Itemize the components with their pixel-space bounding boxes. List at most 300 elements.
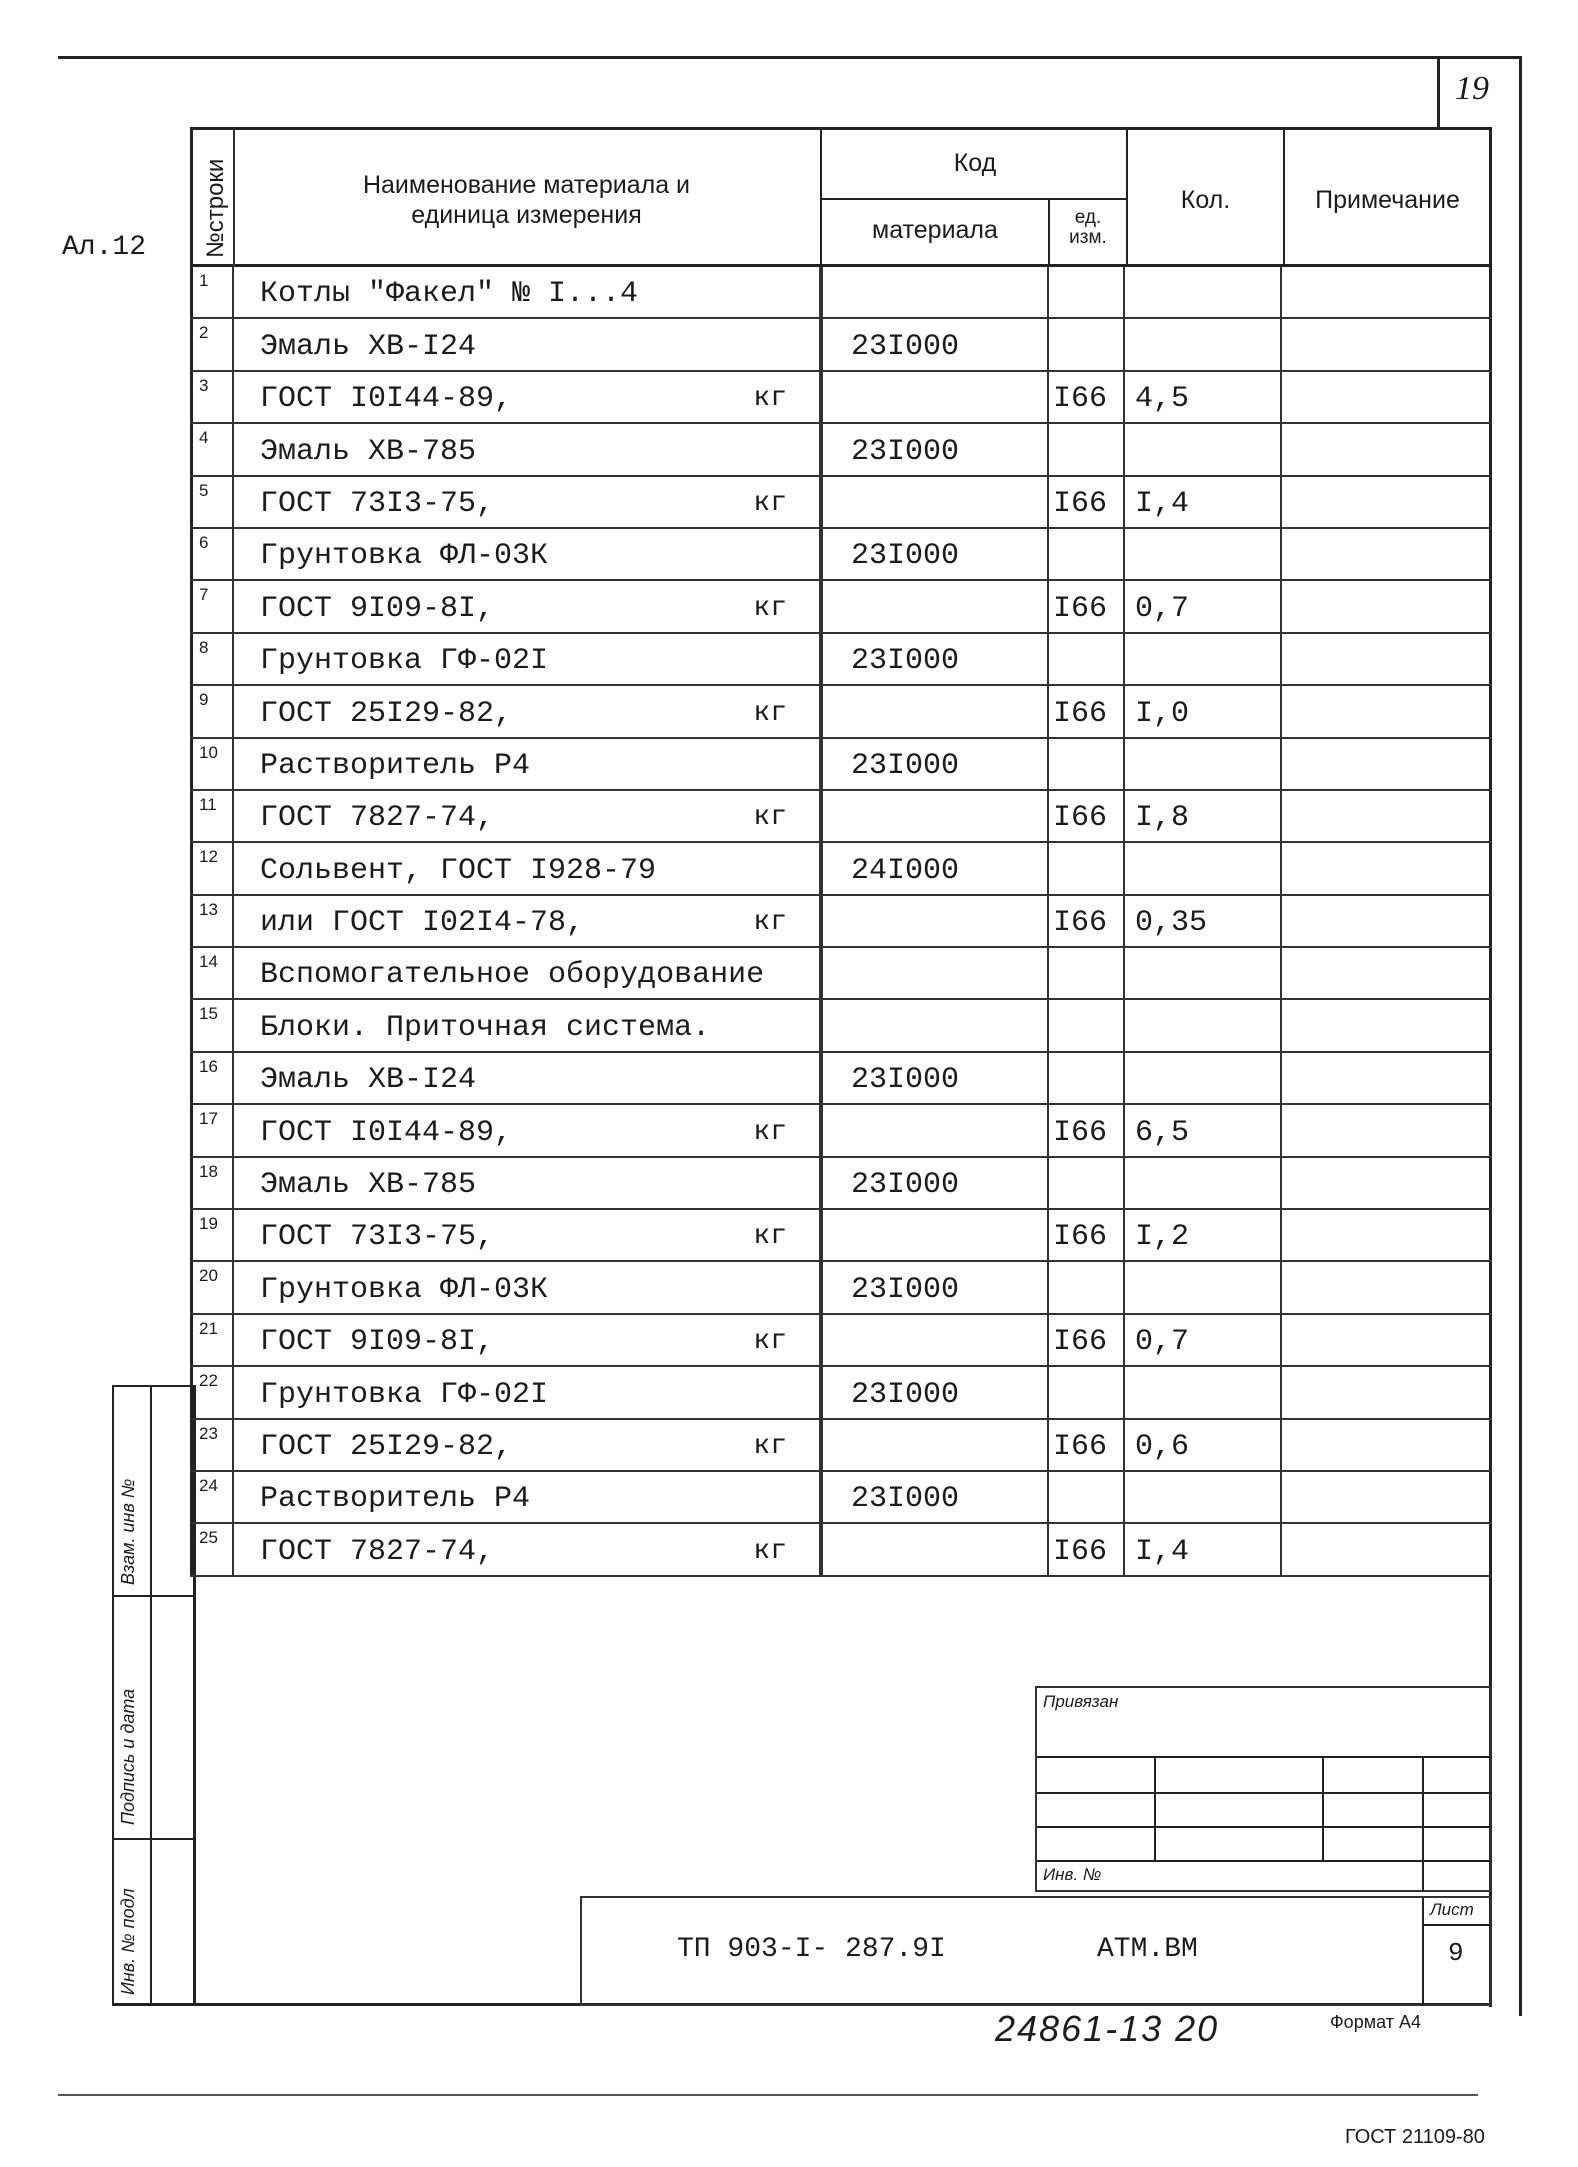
material-name — [232, 1210, 819, 1260]
header-name: Наименование материала и единица измерения — [362, 171, 691, 229]
unit-code — [1047, 634, 1123, 684]
unit-code-text: I66 — [1053, 486, 1108, 521]
table-row — [190, 634, 1492, 686]
note — [1280, 896, 1492, 946]
quantity-text: 6,5 — [1135, 1115, 1190, 1150]
header-code: Код — [820, 148, 1128, 178]
format-label: Формат А4 — [1330, 2012, 1421, 2032]
row-number-text: 19 — [199, 1214, 218, 1234]
side-stamp-top — [112, 1385, 194, 1387]
material-name — [232, 791, 819, 841]
side-label: Ал.12 — [62, 232, 147, 263]
header-code-left — [820, 130, 822, 267]
unit-code — [1047, 1210, 1123, 1260]
quantity-text: I,2 — [1135, 1220, 1190, 1255]
row-number-text: 9 — [199, 690, 209, 710]
row-number — [190, 267, 232, 317]
quantity — [1123, 267, 1280, 317]
unit-code — [1047, 843, 1123, 893]
material-name — [232, 1315, 819, 1365]
material-name-text: Блоки. Приточная система. — [260, 1010, 711, 1045]
doc-code: ТП 903-I- 287.9I — [677, 1934, 946, 1965]
row-number — [190, 581, 232, 631]
quantity — [1123, 1053, 1280, 1103]
quantity — [1123, 1210, 1280, 1260]
table-row — [190, 1105, 1492, 1157]
material-code — [819, 267, 1047, 317]
unit-code — [1047, 529, 1123, 579]
top-border-line — [58, 56, 1520, 59]
unit-code — [1047, 791, 1123, 841]
quantity-text: 0,7 — [1135, 591, 1190, 626]
unit-code — [1047, 1472, 1123, 1522]
table-row — [190, 791, 1492, 843]
material-name — [232, 1158, 819, 1208]
quantity — [1123, 1472, 1280, 1522]
unit-text: кг — [753, 1116, 787, 1148]
row-number — [190, 1000, 232, 1050]
material-name — [232, 739, 819, 789]
unit-code — [1047, 1000, 1123, 1050]
material-name — [232, 424, 819, 474]
table-row — [190, 1262, 1492, 1314]
note — [1280, 1315, 1492, 1365]
note — [1280, 477, 1492, 527]
unit-text: кг — [753, 487, 787, 519]
side-stamp-div1 — [112, 1595, 194, 1597]
material-code-text: 23I000 — [851, 1063, 960, 1098]
row-number — [190, 1367, 232, 1417]
unit-code-text: I66 — [1053, 696, 1108, 731]
row-number — [190, 1524, 232, 1574]
table-row — [190, 948, 1492, 1000]
unit-code — [1047, 1105, 1123, 1155]
table-header — [190, 127, 1492, 267]
table-row — [190, 739, 1492, 791]
quantity — [1123, 686, 1280, 736]
material-code-text: 23I000 — [851, 644, 960, 679]
table-row — [190, 1158, 1492, 1210]
material-name — [232, 896, 819, 946]
unit-code-text: I66 — [1053, 591, 1108, 626]
inv-no-label: Инв. № — [1043, 1865, 1102, 1884]
note — [1280, 1420, 1492, 1470]
material-code — [819, 1367, 1047, 1417]
side-stamp-vzam: Взам. инв № — [118, 1478, 138, 1585]
unit-text: кг — [753, 1535, 787, 1567]
material-name — [232, 581, 819, 631]
material-code-text: 23I000 — [851, 1377, 960, 1412]
note — [1280, 581, 1492, 631]
material-code — [819, 686, 1047, 736]
material-code-text: 23I000 — [851, 434, 960, 469]
quantity-text: I,4 — [1135, 1534, 1190, 1569]
material-code — [819, 791, 1047, 841]
row-number-text: 10 — [199, 742, 218, 762]
unit-code — [1047, 1420, 1123, 1470]
material-name — [232, 1524, 819, 1574]
material-name — [232, 1262, 819, 1312]
material-name-text: Грунтовка ФЛ-03К — [260, 1272, 549, 1307]
unit-code — [1047, 477, 1123, 527]
material-name-text: Грунтовка ФЛ-03К — [260, 539, 549, 574]
row-number — [190, 843, 232, 893]
table-row — [190, 1053, 1492, 1105]
table-row — [190, 686, 1492, 738]
material-name-text: ГОСТ 25I29-82, — [260, 1429, 513, 1464]
material-code — [819, 1262, 1047, 1312]
row-number-text: 11 — [199, 794, 217, 814]
unit-code — [1047, 896, 1123, 946]
quantity — [1123, 1315, 1280, 1365]
right-border-line — [1519, 56, 1522, 2016]
material-name-text: ГОСТ 73I3-75, — [260, 1220, 495, 1255]
unit-code-text: I66 — [1053, 801, 1108, 836]
quantity — [1123, 1158, 1280, 1208]
quantity — [1123, 1000, 1280, 1050]
quantity — [1123, 581, 1280, 631]
note — [1280, 372, 1492, 422]
note — [1280, 1105, 1492, 1155]
quantity — [1123, 424, 1280, 474]
material-code — [819, 634, 1047, 684]
row-number-text: 12 — [199, 847, 218, 867]
side-stamp-left — [112, 1385, 114, 2005]
row-number-text: 21 — [199, 1318, 218, 1338]
table-row — [190, 1000, 1492, 1052]
material-name-text: ГОСТ 73I3-75, — [260, 486, 495, 521]
table-row — [190, 1472, 1492, 1524]
note — [1280, 1524, 1492, 1574]
material-name-text: Сольвент, ГОСТ I928-79 — [260, 853, 657, 888]
material-code — [819, 1210, 1047, 1260]
note — [1280, 739, 1492, 789]
material-code-text: 23I000 — [851, 329, 960, 364]
material-code-text: 23I000 — [851, 1482, 960, 1517]
material-name-text: Котлы "Факел" № I...4 — [260, 277, 639, 312]
note — [1280, 529, 1492, 579]
material-name — [232, 529, 819, 579]
row-number-text: 13 — [199, 899, 218, 919]
material-name — [232, 634, 819, 684]
row-number — [190, 1053, 232, 1103]
quantity — [1123, 791, 1280, 841]
bound-stamp — [1035, 1686, 1492, 1892]
material-name — [232, 267, 819, 317]
row-number-text: 4 — [199, 428, 209, 448]
material-code-text: 24I000 — [851, 853, 960, 888]
unit-code — [1047, 1315, 1123, 1365]
doc-mark: АТМ.ВМ — [1097, 1934, 1198, 1965]
material-code — [819, 1472, 1047, 1522]
material-name — [232, 1367, 819, 1417]
row-number — [190, 1105, 232, 1155]
quantity — [1123, 529, 1280, 579]
quantity — [1123, 372, 1280, 422]
header-material: материала — [872, 216, 998, 244]
material-name-text: Грунтовка ГФ-02I — [260, 1377, 549, 1412]
row-number-text: 22 — [199, 1371, 218, 1391]
material-name-text: ГОСТ 7827-74, — [260, 1534, 495, 1569]
quantity-text: 4,5 — [1135, 382, 1190, 417]
bottom-border-line — [58, 2094, 1478, 2096]
header-qty: Кол. — [1180, 186, 1231, 214]
row-number — [190, 739, 232, 789]
unit-code-text: I66 — [1053, 906, 1108, 941]
unit-text: кг — [753, 1326, 787, 1358]
row-number-text: 3 — [199, 375, 209, 395]
unit-code — [1047, 581, 1123, 631]
quantity — [1123, 1524, 1280, 1574]
sheet-divider-v — [1422, 1898, 1424, 2006]
unit-code — [1047, 1158, 1123, 1208]
material-code-text: 23I000 — [851, 1272, 960, 1307]
note — [1280, 686, 1492, 736]
table-row — [190, 267, 1492, 319]
row-number-text: 2 — [199, 323, 209, 343]
material-name-text: ГОСТ 9I09-8I, — [260, 591, 495, 626]
material-code-text: 23I000 — [851, 539, 960, 574]
table-row — [190, 529, 1492, 581]
row-number — [190, 1315, 232, 1365]
unit-code — [1047, 372, 1123, 422]
row-number-text: 7 — [199, 585, 209, 605]
material-code — [819, 372, 1047, 422]
material-name — [232, 1420, 819, 1470]
row-number — [190, 1262, 232, 1312]
quantity — [1123, 1420, 1280, 1470]
table-row — [190, 319, 1492, 371]
page-number-box — [1437, 56, 1440, 130]
material-name — [232, 1000, 819, 1050]
material-name — [232, 686, 819, 736]
material-code-text: 23I000 — [851, 748, 960, 783]
note — [1280, 843, 1492, 893]
header-note: Примечание — [1315, 186, 1460, 214]
material-code — [819, 529, 1047, 579]
table-body — [190, 267, 1492, 1577]
row-number — [190, 686, 232, 736]
note — [1280, 1262, 1492, 1312]
row-number-text: 18 — [199, 1161, 218, 1181]
note — [1280, 1472, 1492, 1522]
row-number — [190, 319, 232, 369]
material-code — [819, 1000, 1047, 1050]
material-name-text: ГОСТ I0I44-89, — [260, 382, 513, 417]
material-name — [232, 372, 819, 422]
row-number — [190, 634, 232, 684]
quantity-text: I,4 — [1135, 486, 1190, 521]
sheet-number: 9 — [1448, 1938, 1464, 1968]
unit-code — [1047, 1053, 1123, 1103]
unit-code-text: I66 — [1053, 1534, 1108, 1569]
unit-text: кг — [753, 1430, 787, 1462]
material-name — [232, 1053, 819, 1103]
row-number — [190, 477, 232, 527]
quantity — [1123, 634, 1280, 684]
unit-text: кг — [753, 802, 787, 834]
row-number — [190, 529, 232, 579]
material-name-text: ГОСТ I0I44-89, — [260, 1115, 513, 1150]
material-name-text: Эмаль ХВ-I24 — [260, 1063, 477, 1098]
material-name-text: Грунтовка ГФ-02I — [260, 644, 549, 679]
unit-text: кг — [753, 907, 787, 939]
row-number-text: 5 — [199, 480, 209, 500]
quantity — [1123, 948, 1280, 998]
sheet-divider-h — [1422, 1924, 1492, 1926]
unit-code — [1047, 686, 1123, 736]
side-stamp-sign: Подпись и дата — [118, 1688, 138, 1825]
unit-text: кг — [753, 592, 787, 624]
table-row — [190, 581, 1492, 633]
unit-text: кг — [753, 1221, 787, 1253]
material-name — [232, 843, 819, 893]
material-name-text: ГОСТ 7827-74, — [260, 801, 495, 836]
quantity — [1123, 319, 1280, 369]
table-row — [190, 372, 1492, 424]
quantity — [1123, 1367, 1280, 1417]
note — [1280, 1158, 1492, 1208]
row-number-text: 1 — [199, 271, 209, 290]
material-name-text: Эмаль ХВ-785 — [260, 1168, 477, 1203]
header-code-divider — [820, 198, 1126, 200]
material-code — [819, 843, 1047, 893]
bound-label: Привязан — [1043, 1692, 1119, 1711]
note — [1280, 1053, 1492, 1103]
material-code — [819, 581, 1047, 631]
material-code — [819, 1158, 1047, 1208]
material-name — [232, 477, 819, 527]
row-number — [190, 372, 232, 422]
bound-vline-1 — [1154, 1756, 1156, 1862]
unit-code-text: I66 — [1053, 1115, 1108, 1150]
note — [1280, 948, 1492, 998]
quantity — [1123, 843, 1280, 893]
material-code — [819, 1315, 1047, 1365]
unit-code-text: I66 — [1053, 1325, 1108, 1360]
row-number-text: 25 — [199, 1528, 218, 1548]
row-number — [190, 424, 232, 474]
material-name-text: ГОСТ 25I29-82, — [260, 696, 513, 731]
unit-code — [1047, 948, 1123, 998]
header-unit-code: ед. изм. — [1069, 207, 1107, 248]
table-row — [190, 1210, 1492, 1262]
unit-code — [1047, 1262, 1123, 1312]
quantity-text: 0,35 — [1135, 906, 1208, 941]
row-number — [190, 896, 232, 946]
quantity — [1123, 896, 1280, 946]
row-number — [190, 1158, 232, 1208]
table-row — [190, 1367, 1492, 1419]
unit-code — [1047, 1524, 1123, 1574]
material-code — [819, 739, 1047, 789]
row-number-text: 8 — [199, 637, 209, 657]
table-row — [190, 424, 1492, 476]
note — [1280, 1210, 1492, 1260]
unit-code-text: I66 — [1053, 1429, 1108, 1464]
handwritten-number: 24861-13 20 — [995, 2008, 1220, 2049]
material-name-text: или ГОСТ I02I4-78, — [260, 906, 585, 941]
row-number-text: 24 — [199, 1475, 218, 1495]
material-code — [819, 1105, 1047, 1155]
quantity — [1123, 1262, 1280, 1312]
quantity — [1123, 477, 1280, 527]
side-stamp-inv: Инв. № подл — [118, 1888, 138, 1995]
unit-code — [1047, 424, 1123, 474]
note — [1280, 424, 1492, 474]
quantity-text: 0,7 — [1135, 1325, 1190, 1360]
row-number-text: 23 — [199, 1423, 218, 1443]
quantity — [1123, 739, 1280, 789]
quantity-text: I,0 — [1135, 696, 1190, 731]
quantity-text: 0,6 — [1135, 1429, 1190, 1464]
material-name — [232, 1472, 819, 1522]
material-name-text: Эмаль ХВ-785 — [260, 434, 477, 469]
note — [1280, 319, 1492, 369]
row-number-text: 17 — [199, 1109, 218, 1129]
material-code — [819, 948, 1047, 998]
title-block — [580, 1896, 1492, 2006]
quantity — [1123, 1105, 1280, 1155]
note — [1280, 1367, 1492, 1417]
material-code — [819, 477, 1047, 527]
material-name-text: Эмаль ХВ-I24 — [260, 329, 477, 364]
note — [1280, 634, 1492, 684]
material-name-text: Растворитель Р4 — [260, 748, 531, 783]
table-row — [190, 1420, 1492, 1472]
row-number — [190, 1472, 232, 1522]
material-name-text: ГОСТ 9I09-8I, — [260, 1325, 495, 1360]
side-stamp-div2 — [112, 1838, 194, 1840]
unit-code — [1047, 319, 1123, 369]
unit-text: кг — [753, 697, 787, 729]
material-code — [819, 319, 1047, 369]
row-number-text: 6 — [199, 532, 209, 552]
row-number-text: 20 — [199, 1266, 218, 1286]
note — [1280, 791, 1492, 841]
row-number-text: 16 — [199, 1056, 218, 1076]
unit-text: кг — [753, 383, 787, 415]
material-code — [819, 1053, 1047, 1103]
table-row — [190, 896, 1492, 948]
material-code — [819, 424, 1047, 474]
table-row — [190, 1524, 1492, 1576]
material-name-text: Растворитель Р4 — [260, 1482, 531, 1517]
bound-vline-2 — [1322, 1756, 1324, 1862]
gost-label: ГОСТ 21109-80 — [1345, 2126, 1485, 2148]
material-name — [232, 948, 819, 998]
unit-code — [1047, 1367, 1123, 1417]
row-number-text: 15 — [199, 1004, 218, 1024]
header-row-no: №строки — [193, 130, 235, 267]
material-code-text: 23I000 — [851, 1168, 960, 1203]
material-name — [232, 1105, 819, 1155]
material-name — [232, 319, 819, 369]
page-number: 19 — [1455, 70, 1489, 107]
material-code — [819, 896, 1047, 946]
bound-vline-3 — [1422, 1756, 1424, 1892]
row-number — [190, 1210, 232, 1260]
row-number-text: 14 — [199, 952, 218, 972]
material-name-text: Вспомогательное оборудование — [260, 958, 765, 993]
note — [1280, 267, 1492, 317]
table-row — [190, 1315, 1492, 1367]
row-number — [190, 1420, 232, 1470]
table-row — [190, 477, 1492, 529]
unit-code-text: I66 — [1053, 1220, 1108, 1255]
material-code — [819, 1420, 1047, 1470]
row-number — [190, 791, 232, 841]
